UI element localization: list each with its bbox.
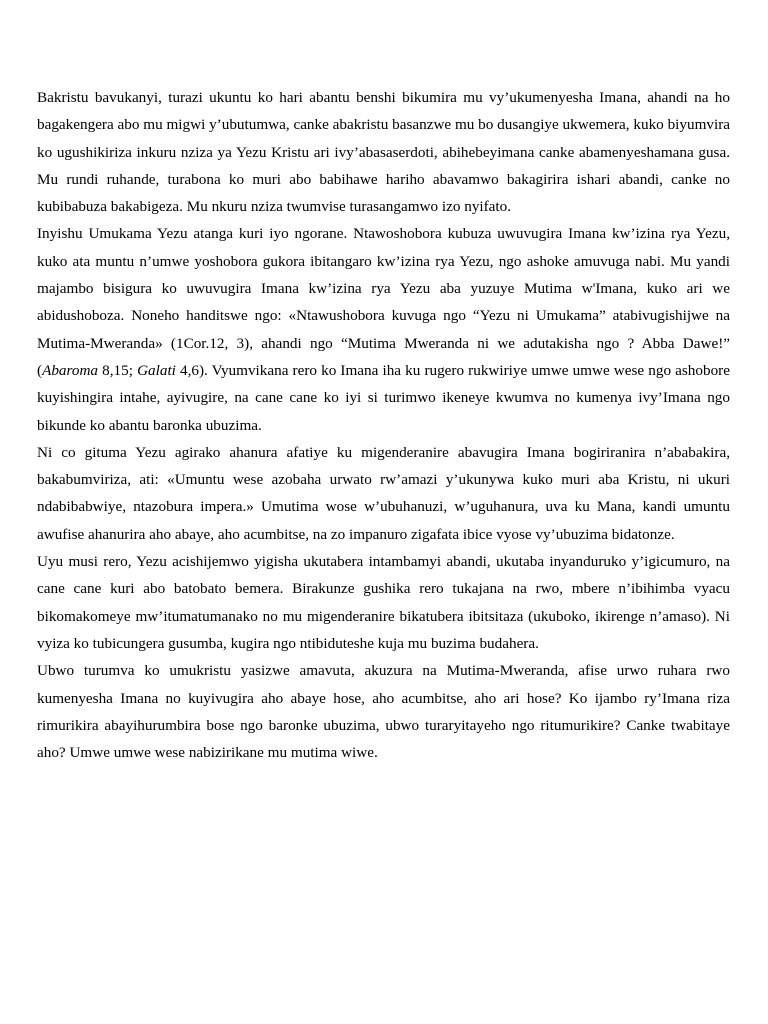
paragraph-2-text-b: 8,15; — [98, 361, 138, 379]
citation-galati: Galati — [137, 361, 176, 379]
paragraph-2 — [37, 220, 730, 438]
paragraph-2-text-a: Inyishu Umukama Yezu atanga kuri iyo ngorane. Ntawoshobora kubuza uwuvugira Imana kw’izina rya Yezu, kuko ata muntu n’umwe yoshobora gukora ibitangaro kw’izina rya Yezu, ngo ashoke amuvuga nabi. Mu yandi majambo bisigura ko uwuvugira Imana kw’izina rya Yezu aba yuzuye Mutima w'Imana, kuko ari we abidushoboza. Noneho handitswe ngo: «Ntawushobora kuvuga ngo “Yezu ni Umukama” atabivugishijwe na Mutima-Mweranda» (1Cor.12, 3), ahandi ngo “Mutima Mweranda ni we adutakisha ngo ? Abba Dawe!” ( — [37, 225, 730, 379]
document-body — [37, 84, 730, 766]
paragraph-1: Bakristu bavukanyi, turazi ukuntu ko hari abantu benshi bikumira mu vy’ukumenyesha Imana, ahandi na ho bagakengera abo mu migwi y’ubutumwa, canke abakristu basanzwe mu bo dusangiye ukwemera, kuko biyumvira ko ugushikiriza inkuru nziza ya Yezu Kristu ari ivy’abasaserdoti, abihebeyimana canke abamenyeshamana gusa. Mu rundi ruhande, turabona ko muri abo babihawe hariho abavamwo bakagirira ishari abandi, canke no kubibabuza bakabigeza. Mu nkuru nziza twumvise turasangamwo izo nyifato. — [37, 89, 730, 216]
paragraph-2-text-c: 4,6). Vyumvikana rero ko Imana iha ku rugero rukwiriye umwe umwe wese ngo ashobore kuyishingira intahe, ayivugire, na cane cane ko iyi si turimwo ikeneye kwumva no kumenya ivy’Imana ngo bikunde ko abantu baronka ubuzima. — [37, 361, 730, 434]
paragraph-4: Uyu musi rero, Yezu acishijemwo yigisha ukutabera intambamyi abandi, ukutaba inyanduruko y’igicumuro, na cane cane kuri abo batobato bemera. Birakunze gushika rero tukajana na rwo, mbere n’ibihimba vyacu bikomakomeye mw’itumatumanako no mu migenderanire bikatubera ibitsitaza (ukuboko, ikirenge n’amaso). Ni vyiza ko tubicungera gusumba, kugira ngo ntibiduteshe kuja mu buzima budahera. — [37, 553, 730, 652]
citation-abaroma: Abaroma — [42, 361, 99, 379]
paragraph-3: Ni co gituma Yezu agirako ahanura afatiye ku migenderanire abavugira Imana bogiriranira n’ababakira, bakabumviriza, ati: «Umuntu wese azobaha urwato rw’amazi y’ukunywa kuko muri aba Kristu, ni ukuri ndabibabwiye, ntazobura impera.» Umutima wose w’ubuhanuzi, w’uguhanura, uva ku Mana, kandi umuntu awufise ahanurira aho abaye, aho acumbitse, na zo impanuro zigafata ibice vyose vy’ubuzima bidatonze. — [37, 443, 730, 543]
paragraph-5: Ubwo turumva ko umukristu yasizwe amavuta, akuzura na Mutima-Mweranda, afise urwo ruhara rwo kumenyesha Imana no kuyivugira aho abaye hose, aho acumbitse, aho ari hose? Ko ijambo ry’Imana riza rimurikira abayihurumbira bose ngo baronke ubuzima, ubwo turaryitayeho ngo ritumurikire? Canke twabitaye aho? Umwe umwe wese nabizirikane mu mutima wiwe. — [37, 662, 730, 762]
